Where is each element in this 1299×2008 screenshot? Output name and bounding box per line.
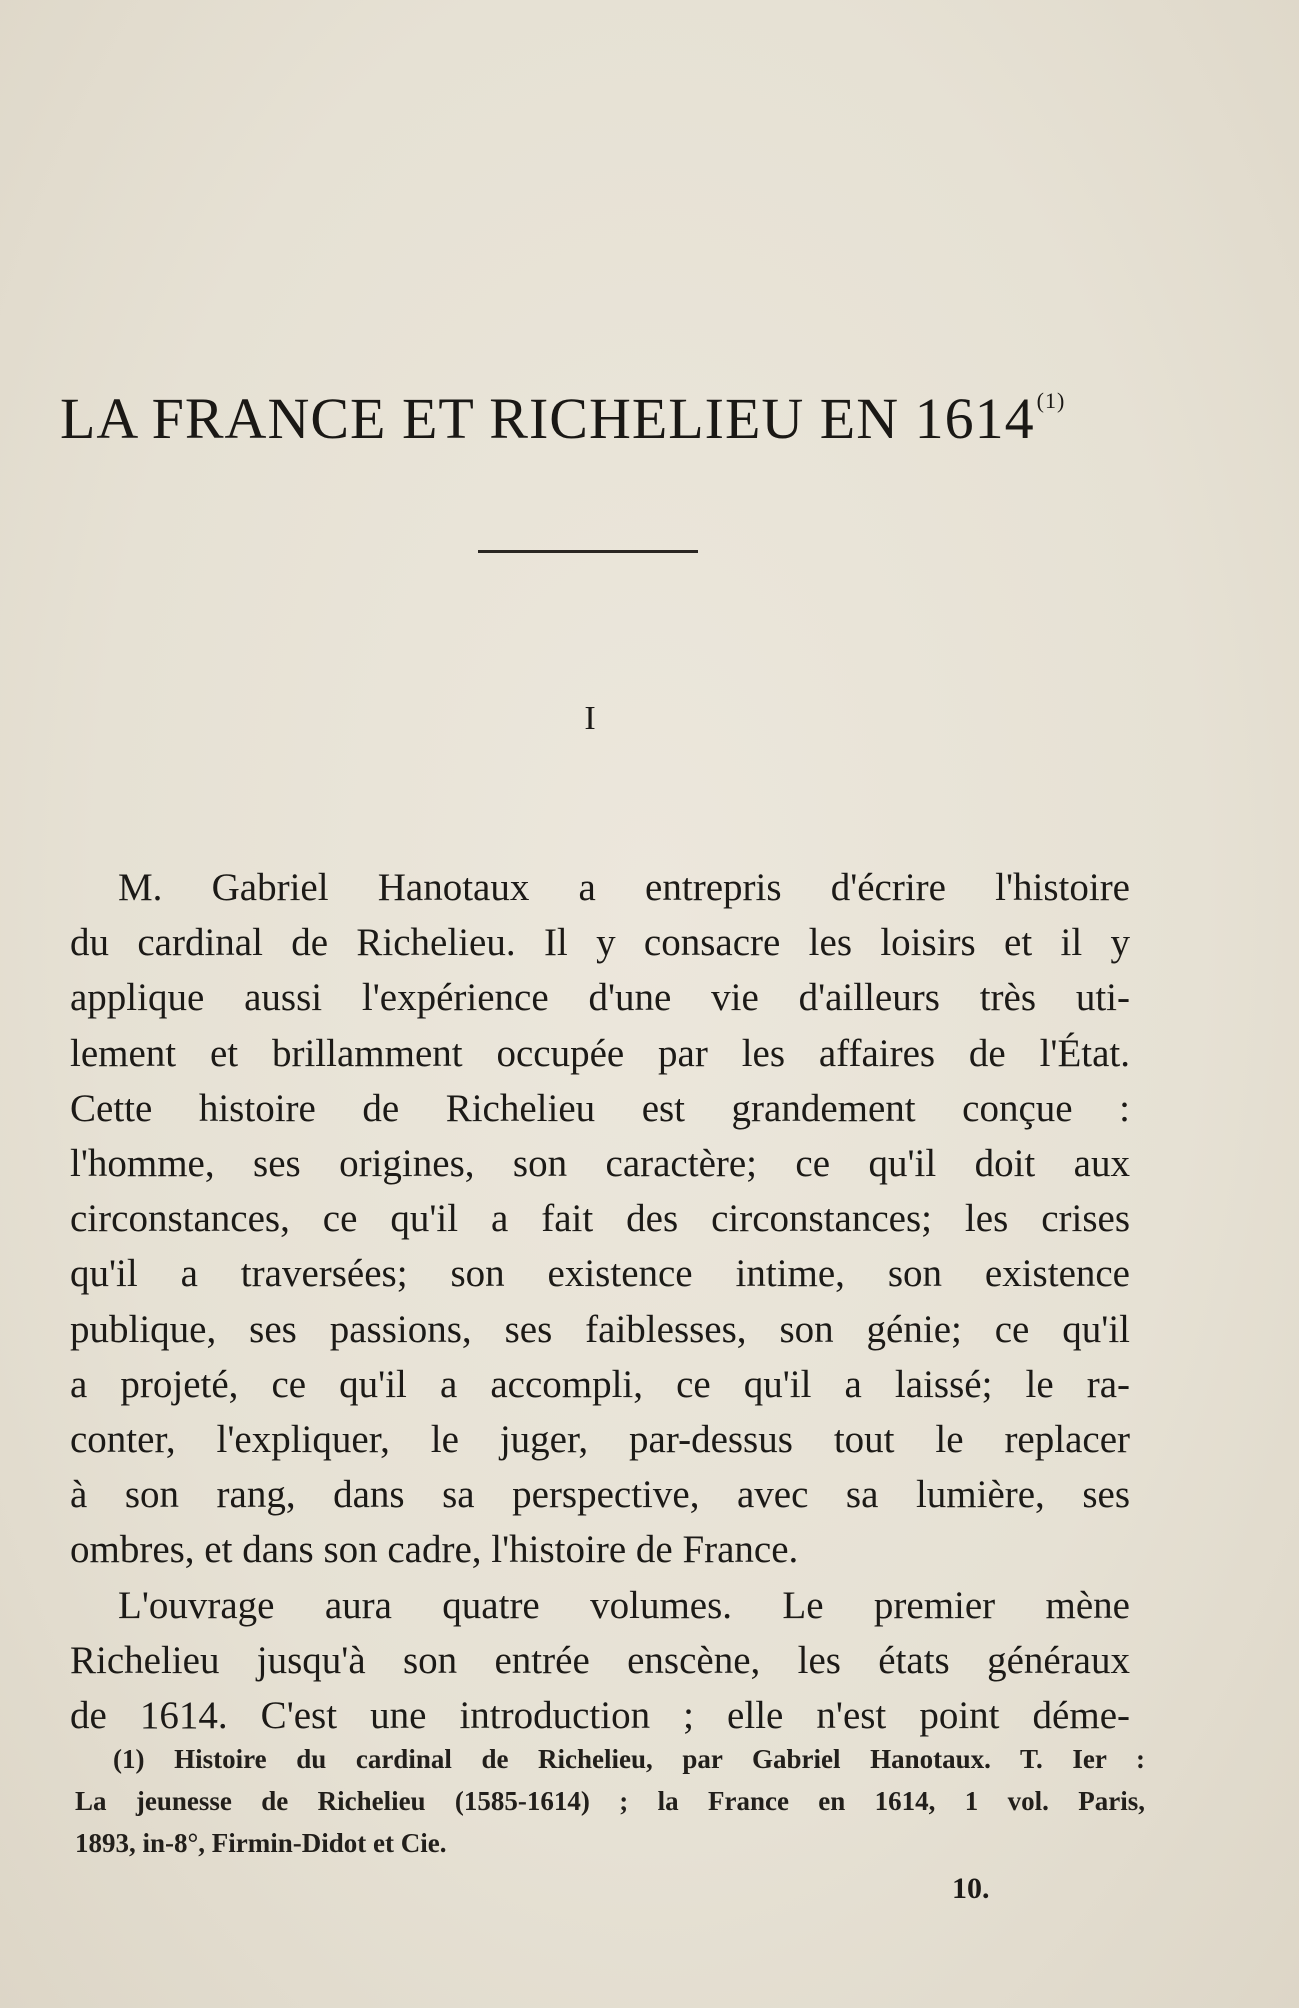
footnote-reference: (1) (1036, 388, 1066, 413)
footnote-line: (1) Histoire du cardinal de Richelieu, par Gabriel Hanotaux. T. Ier : (113, 1744, 1145, 1774)
body-line: à son rang, dans sa perspective, avec sa lumière, ses (70, 1473, 1130, 1517)
chapter-title-text: LA FRANCE ET RICHELIEU EN 1614 (60, 386, 1035, 451)
page-number: 10. (952, 1872, 990, 1905)
body-line: lement et brillamment occupée par les affaires de l'État. (70, 1031, 1130, 1075)
title-divider (478, 550, 698, 553)
body-line: circonstances, ce qu'il a fait des circonstances; les crises (70, 1197, 1130, 1241)
body-line: Cette histoire de Richelieu est grandement conçue : (70, 1086, 1130, 1130)
body-line: a projeté, ce qu'il a accompli, ce qu'il a laissé; le ra- (70, 1362, 1130, 1406)
chapter-title (60, 385, 1240, 452)
body-line: applique aussi l'expérience d'une vie d'ailleurs très uti- (70, 976, 1130, 1020)
body-line: ombres, et dans son cadre, l'histoire de France. (70, 1528, 799, 1572)
body-line: l'homme, ses origines, son caractère; ce qu'il doit aux (70, 1142, 1130, 1186)
footnote-line: 1893, in-8°, Firmin-Didot et Cie. (75, 1828, 447, 1858)
body-line: M. Gabriel Hanotaux a entrepris d'écrire l'histoire (118, 866, 1130, 909)
footnote (75, 1738, 1145, 1864)
body-line: qu'il a traversées; son existence intime, son existence (70, 1252, 1130, 1296)
body-line: L'ouvrage aura quatre volumes. Le premier mène (118, 1583, 1130, 1627)
body-line: conter, l'expliquer, le juger, par-dessus tout le replacer (70, 1418, 1130, 1462)
section-number: I (584, 700, 596, 737)
body-line: publique, ses passions, ses faiblesses, son génie; ce qu'il (70, 1307, 1130, 1351)
body-line: Richelieu jusqu'à son entrée enscène, les états généraux (70, 1638, 1130, 1682)
footnote-line: La jeunesse de Richelieu (1585-1614) ; la France en 1614, 1 vol. Paris, (75, 1786, 1145, 1816)
body-line: du cardinal de Richelieu. Il y consacre les loisirs et il y (70, 921, 1130, 965)
body-line: de 1614. C'est une introduction ; elle n'est point déme- (70, 1694, 1130, 1738)
body-text (70, 860, 1130, 1743)
